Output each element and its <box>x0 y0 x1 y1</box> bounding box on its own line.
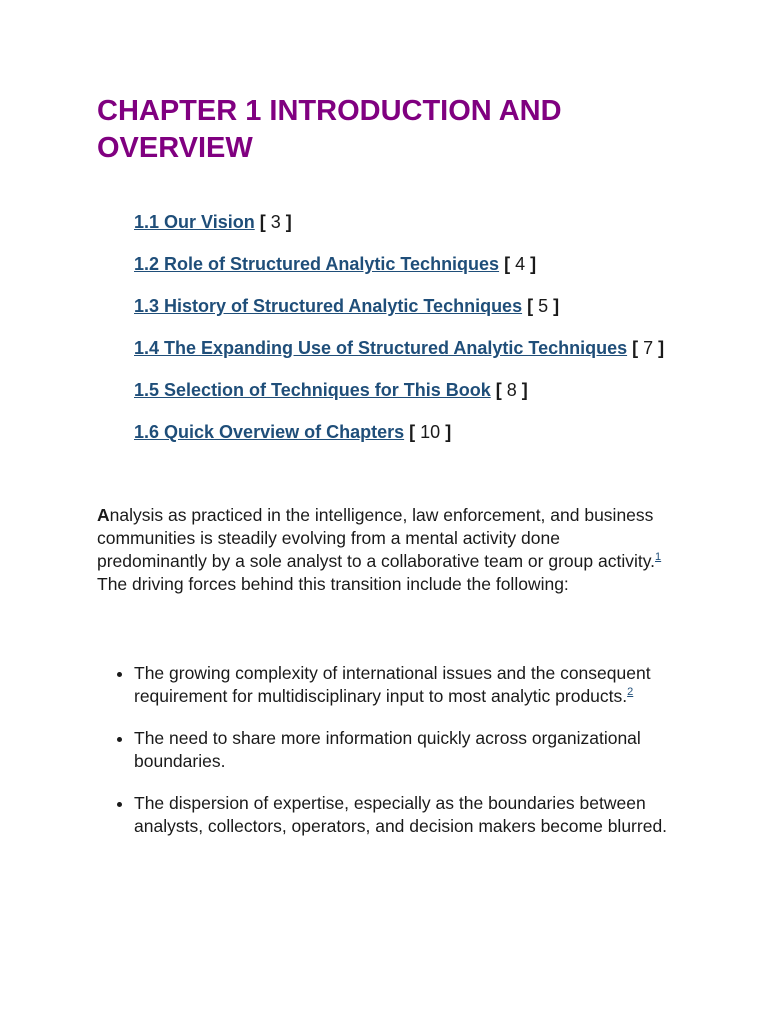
toc-link-1-6[interactable]: 1.6 Quick Overview of Chapters <box>134 422 405 442</box>
toc-page-number: 7 <box>643 338 654 358</box>
toc-page-number: 5 <box>538 296 549 316</box>
footnote-link-1[interactable]: 1 <box>655 551 662 564</box>
toc-entry-1-6: 1.6 Quick Overview of Chapters [ 10 ] <box>134 422 452 442</box>
intro-text: nalysis as practiced in the intelligence, law enforcement, and business communities is steadily evolving from a mental activity done predominantly by a sole analyst to a collaborative team or group activity. <box>97 505 656 571</box>
chapter-title: CHAPTER 1 INTRODUCTION AND OVERVIEW <box>97 95 562 164</box>
toc-link-1-3[interactable]: 1.3 History of Structured Analytic Techniques <box>134 296 523 316</box>
footnote-link-2[interactable]: 2 <box>627 686 634 699</box>
toc-link-1-4[interactable]: 1.4 The Expanding Use of Structured Analytic Techniques <box>134 338 628 358</box>
list-item-text: The dispersion of expertise, especially as the boundaries between analysts, collectors, operators, and decision makers become blurred. <box>134 793 668 836</box>
toc-entry-1-2: 1.2 Role of Structured Analytic Techniques [ 4 ] <box>134 254 537 274</box>
list-item-text: The need to share more information quickly across organizational boundaries. <box>134 728 641 771</box>
list-item <box>134 727 674 773</box>
toc-entry-1-1: 1.1 Our Vision [ 3 ] <box>134 212 292 232</box>
intro-text-continued: The driving forces behind this transition include the following: <box>97 574 569 594</box>
toc-entry-1-3: 1.3 History of Structured Analytic Techniques [ 5 ] <box>134 296 560 316</box>
toc-entry-1-5: 1.5 Selection of Techniques for This Book [ 8 ] <box>134 380 528 400</box>
toc-link-1-1[interactable]: 1.1 Our Vision <box>134 212 255 232</box>
intro-paragraph <box>97 504 667 596</box>
list-item <box>134 662 674 708</box>
toc-page-number: 10 <box>420 422 441 442</box>
toc-entry-1-4: 1.4 The Expanding Use of Structured Analytic Techniques [ 7 ] <box>134 338 665 358</box>
toc-page-number: 4 <box>515 254 526 274</box>
list-item-text: The growing complexity of international issues and the consequent requirement for multidisciplinary input to most analytic products. <box>134 663 651 706</box>
toc-link-1-2[interactable]: 1.2 Role of Structured Analytic Techniques <box>134 254 500 274</box>
toc-page-number: 3 <box>270 212 281 232</box>
toc-link-1-5[interactable]: 1.5 Selection of Techniques for This Book <box>134 380 491 400</box>
list-item <box>134 792 674 838</box>
toc-page-number: 8 <box>506 380 517 400</box>
drop-letter: A <box>97 505 110 525</box>
table-of-contents <box>134 211 674 463</box>
driving-forces-list <box>115 662 674 857</box>
